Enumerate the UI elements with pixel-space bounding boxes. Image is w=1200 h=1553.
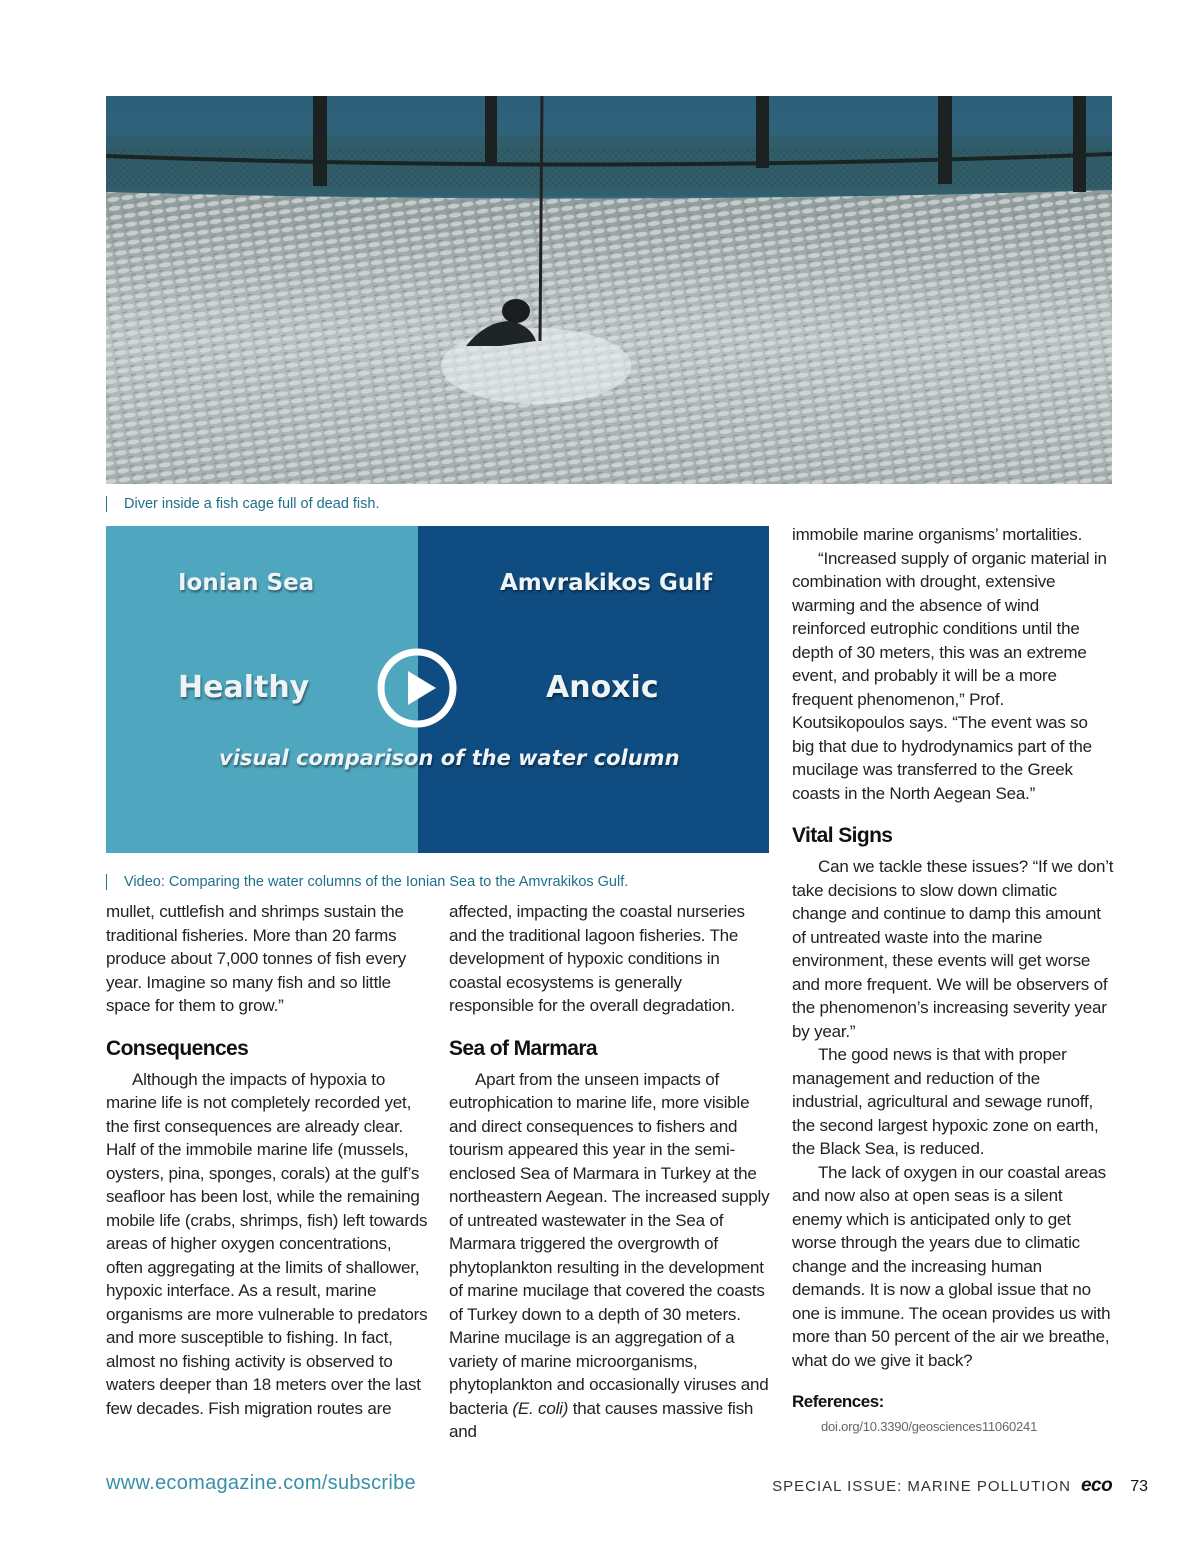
col3-paragraph: immobile marine organisms’ mortalities. [792, 525, 1083, 544]
eco-logo: eco [1080, 1475, 1113, 1496]
fish-cage-photo [106, 96, 1112, 484]
col3-paragraph: “Increased supply of organic material in combination with drought, extensive warming and the absence of wind reinforced eutrophic conditions until the depth of 30 meters, this was an extreme event, and probably it will be a more frequent phenomenon,” Prof. Koutsikopoulos says. “The event was so big that due to hydrodynamics part of the mucilage was transferred to the Greek coasts in the North Aegean Sea.” [792, 548, 1107, 803]
col1-paragraph: Although the impacts of hypoxia to marine life is not completely recorded yet, the first consequences are already clear. Half of the immobile marine life (mussels, oysters, pina, sponges, corals) at the gulf’s seafloor has been lost, while the remaining mobile life (crabs, shrimps, fish) left towards areas of higher oxygen concentrations, often aggregating at the limits of shallower, hypoxic interface. As a result, marine organisms are more vulnerable to predators and more susceptible to fishing. In fact, almost no fishing activity is observed to waters deeper than 18 meters over the last few decades. Fish migration routes are [106, 1069, 428, 1418]
fish-cage-illustration [106, 96, 1112, 484]
ionian-heading: Ionian Sea [178, 570, 315, 596]
sea-of-marmara-heading: Sea of Marmara [449, 1036, 598, 1060]
video-caption-text: Video: Comparing the water columns of the Ionian Sea to the Amvrakikos Gulf. [124, 874, 629, 890]
consequences-heading: Consequences [106, 1036, 249, 1060]
subscribe-link[interactable]: www.ecomagazine.com/subscribe [106, 1472, 416, 1494]
anoxic-label: Anoxic [546, 670, 659, 705]
caption-marker [106, 496, 107, 512]
vital-signs-heading: Vital Signs [792, 824, 893, 847]
col2-text: Apart from the unseen impacts of eutrophication to marine life, more visible and direct consequences to fishers and tourism appeared this year in the semi-enclosed Sea of Marmara in Turkey at the northeastern Aegean. The increased supply of untreated wastewater in the Sea of Marmara triggered the overgrowth of phytoplankton resulting in the development of marine mucilage that covered the coasts of Turkey down to a depth of 30 meters. Marine mucilage is an aggregation of a variety of marine microorganisms, phytoplankton and occasionally viruses and bacteria [449, 1069, 770, 1418]
reference-doi-link[interactable]: doi.org/10.3390/geosciences11060241 [821, 1418, 1038, 1434]
caption-marker [106, 874, 107, 890]
col2-text: that causes massive fish and [449, 1398, 754, 1441]
ecoli-italic: (E. coli) [512, 1398, 569, 1418]
photo-caption [124, 495, 380, 513]
video-subtitle: visual comparison of the water column [219, 746, 680, 770]
column-2 [449, 900, 771, 1444]
footer-issue-info [772, 1475, 1148, 1497]
photo-caption-text: Diver inside a fish cage full of dead fish. [124, 496, 380, 512]
video-caption [124, 873, 628, 891]
column-3 [792, 523, 1114, 1436]
play-icon[interactable] [376, 647, 458, 729]
col2-paragraph [449, 1068, 771, 1444]
healthy-label: Healthy [178, 670, 310, 705]
references-label: References: [792, 1392, 884, 1411]
col3-paragraph: The good news is that with proper management and reduction of the industrial, agricultural and sewage runoff, the second largest hypoxic zone on earth, the Black Sea, is reduced. [792, 1045, 1099, 1158]
amvrakikos-heading: Amvrakikos Gulf [500, 570, 713, 596]
col3-paragraph: Can we tackle these issues? “If we don’t take decisions to slow down climatic change and continue to damp this amount of untreated waste into the marine environment, these events will get worse and more frequent. We will be observers of the phenomenon’s increasing severity year by year.” [792, 857, 1114, 1041]
col2-paragraph: affected, impacting the coastal nurseries and the traditional lagoon fisheries. The development of hypoxic conditions in coastal ecosystems is generally responsible for the overall degradation. [449, 902, 745, 1015]
col1-paragraph: mullet, cuttlefish and shrimps sustain the traditional fisheries. More than 20 farms produce about 7,000 tonnes of fish every year. Imagine so many fish and so little space for them to grow.” [106, 902, 407, 1015]
page-number: 73 [1130, 1478, 1148, 1495]
col3-paragraph: The lack of oxygen in our coastal areas and now also at open seas is a silent enemy which is anticipated only to get worse through the years due to climatic change and the increasing human demands. It is now a global issue that no one is immune. The ocean provides us with more than 50 percent of the air we breathe, what do we give it back? [792, 1162, 1111, 1370]
column-1 [106, 900, 428, 1420]
water-column-video[interactable] [106, 526, 769, 853]
issue-label: SPECIAL ISSUE: MARINE POLLUTION [772, 1478, 1071, 1495]
